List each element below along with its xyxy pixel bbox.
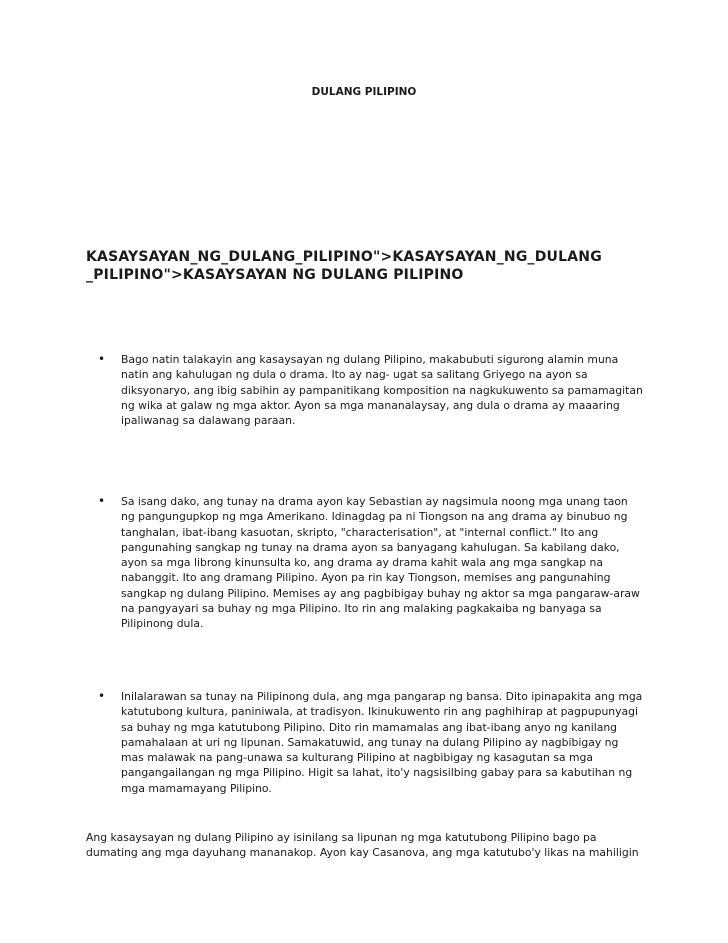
text-line: ng wika at galaw ng mga aktor. Ayon sa mga mananalaysay, ang dula o drama ay maaaring — [121, 398, 620, 412]
bullet-marker: • — [98, 689, 106, 703]
text-line: diksyonaryo, ang ibig sabihin ay pampanitikang komposition na nagkukuwento sa pamamagitan — [121, 383, 643, 397]
list-item — [121, 352, 661, 428]
text-line: katutubong kultura, paniniwala, at tradisyon. Ikinukuwento rin ang paghihirap at pagpupunyagi — [121, 705, 638, 719]
text-line: Inilalarawan sa tunay na Pilipinong dula, ang mga pangarap ng bansa. Dito ipinapakita ang mga — [121, 690, 643, 703]
bullet-marker: • — [98, 352, 106, 366]
text-line: pamahalaan at uri ng lipunan. Samakatuwid, ang tunay na dulang Pilipino ay nagbibigay ng — [121, 735, 619, 749]
text-line: Bago natin talakayin ang kasaysayan ng dulang Pilipino, makabubuti sigurong alamin muna — [121, 353, 619, 366]
text-line: na pangyayari sa buhay ng mga Pilipino. Ito rin ang malaking pagkakaiba ng banyaga sa — [121, 602, 602, 616]
text-line: pangangailangan ng mga Pilipino. Higit sa lahat, ito'y nagsisilbing gabay para sa kabutihan ng — [121, 766, 633, 780]
text-line: nabanggit. Ito ang dramang Pilipino. Ayon pa rin kay Tiongson, memises ang pangunahing — [121, 571, 611, 585]
bullet-marker: • — [98, 494, 106, 508]
list-item — [121, 689, 661, 796]
list-item — [121, 494, 661, 632]
text-line: tanghalan, ibat-ibang kasuotan, skripto, "characterisation", at "internal conflict." Ito ang — [121, 525, 599, 539]
text-line: Sa isang dako, ang tunay na drama ayon kay Sebastian ay nagsimula noong mga unang taon — [121, 495, 628, 508]
text-line: natin ang kahulugan ng dula o drama. Ito ay nag- ugat sa salitang Griyego na ayon sa — [121, 368, 588, 382]
text-line: mga mamamayang Pilipino. — [121, 781, 272, 795]
text-line: Pilipinong dula. — [121, 617, 204, 631]
body-paragraph — [86, 830, 656, 861]
text-line: ayon sa mga librong kinunsulta ko, ang drama ay drama kahit wala ang mga sangkap na — [121, 556, 603, 570]
heading-line: _PILIPINO">KASAYSAYAN NG DULANG PILIPINO — [86, 267, 464, 283]
text-line: sangkap ng dulang Pilipino. Memises ay ang pagbibigay buhay ng aktor sa mga pangaraw-araw — [121, 586, 640, 600]
text-line: ng pangungupkop ng mga Amerikano. Idinagdag pa ni Tiongson na ang drama ay binubuo ng — [121, 510, 628, 524]
text-line: mas malawak na pang-unawa sa kulturang Pilipino at nagbibigay ng kasagutan sa mga — [121, 751, 594, 765]
text-line: ipaliwanag sa dalawang paraan. — [121, 414, 296, 428]
text-line: sa buhay ng mga katutubong Pilipino. Dito rin mamamalas ang ibat-ibang anyo ng kanilang — [121, 720, 618, 734]
text-line: dumating ang mga dayuhang mananakop. Ayon kay Casanova, ang mga katutubo'y likas na mahiligin — [86, 846, 639, 860]
heading-line: KASAYSAYAN_NG_DULANG_PILIPINO">KASAYSAYAN_NG_DULANG — [86, 249, 602, 265]
section-heading — [86, 248, 656, 284]
text-line: pangunahing sangkap ng tunay na drama ayon sa banyagang kahulugan. Sa kabilang dako, — [121, 540, 620, 554]
document-title: DULANG PILIPINO — [311, 86, 417, 98]
text-line: Ang kasaysayan ng dulang Pilipino ay isinilang sa lipunan ng mga katutubong Pilipino bago pa — [86, 831, 597, 844]
